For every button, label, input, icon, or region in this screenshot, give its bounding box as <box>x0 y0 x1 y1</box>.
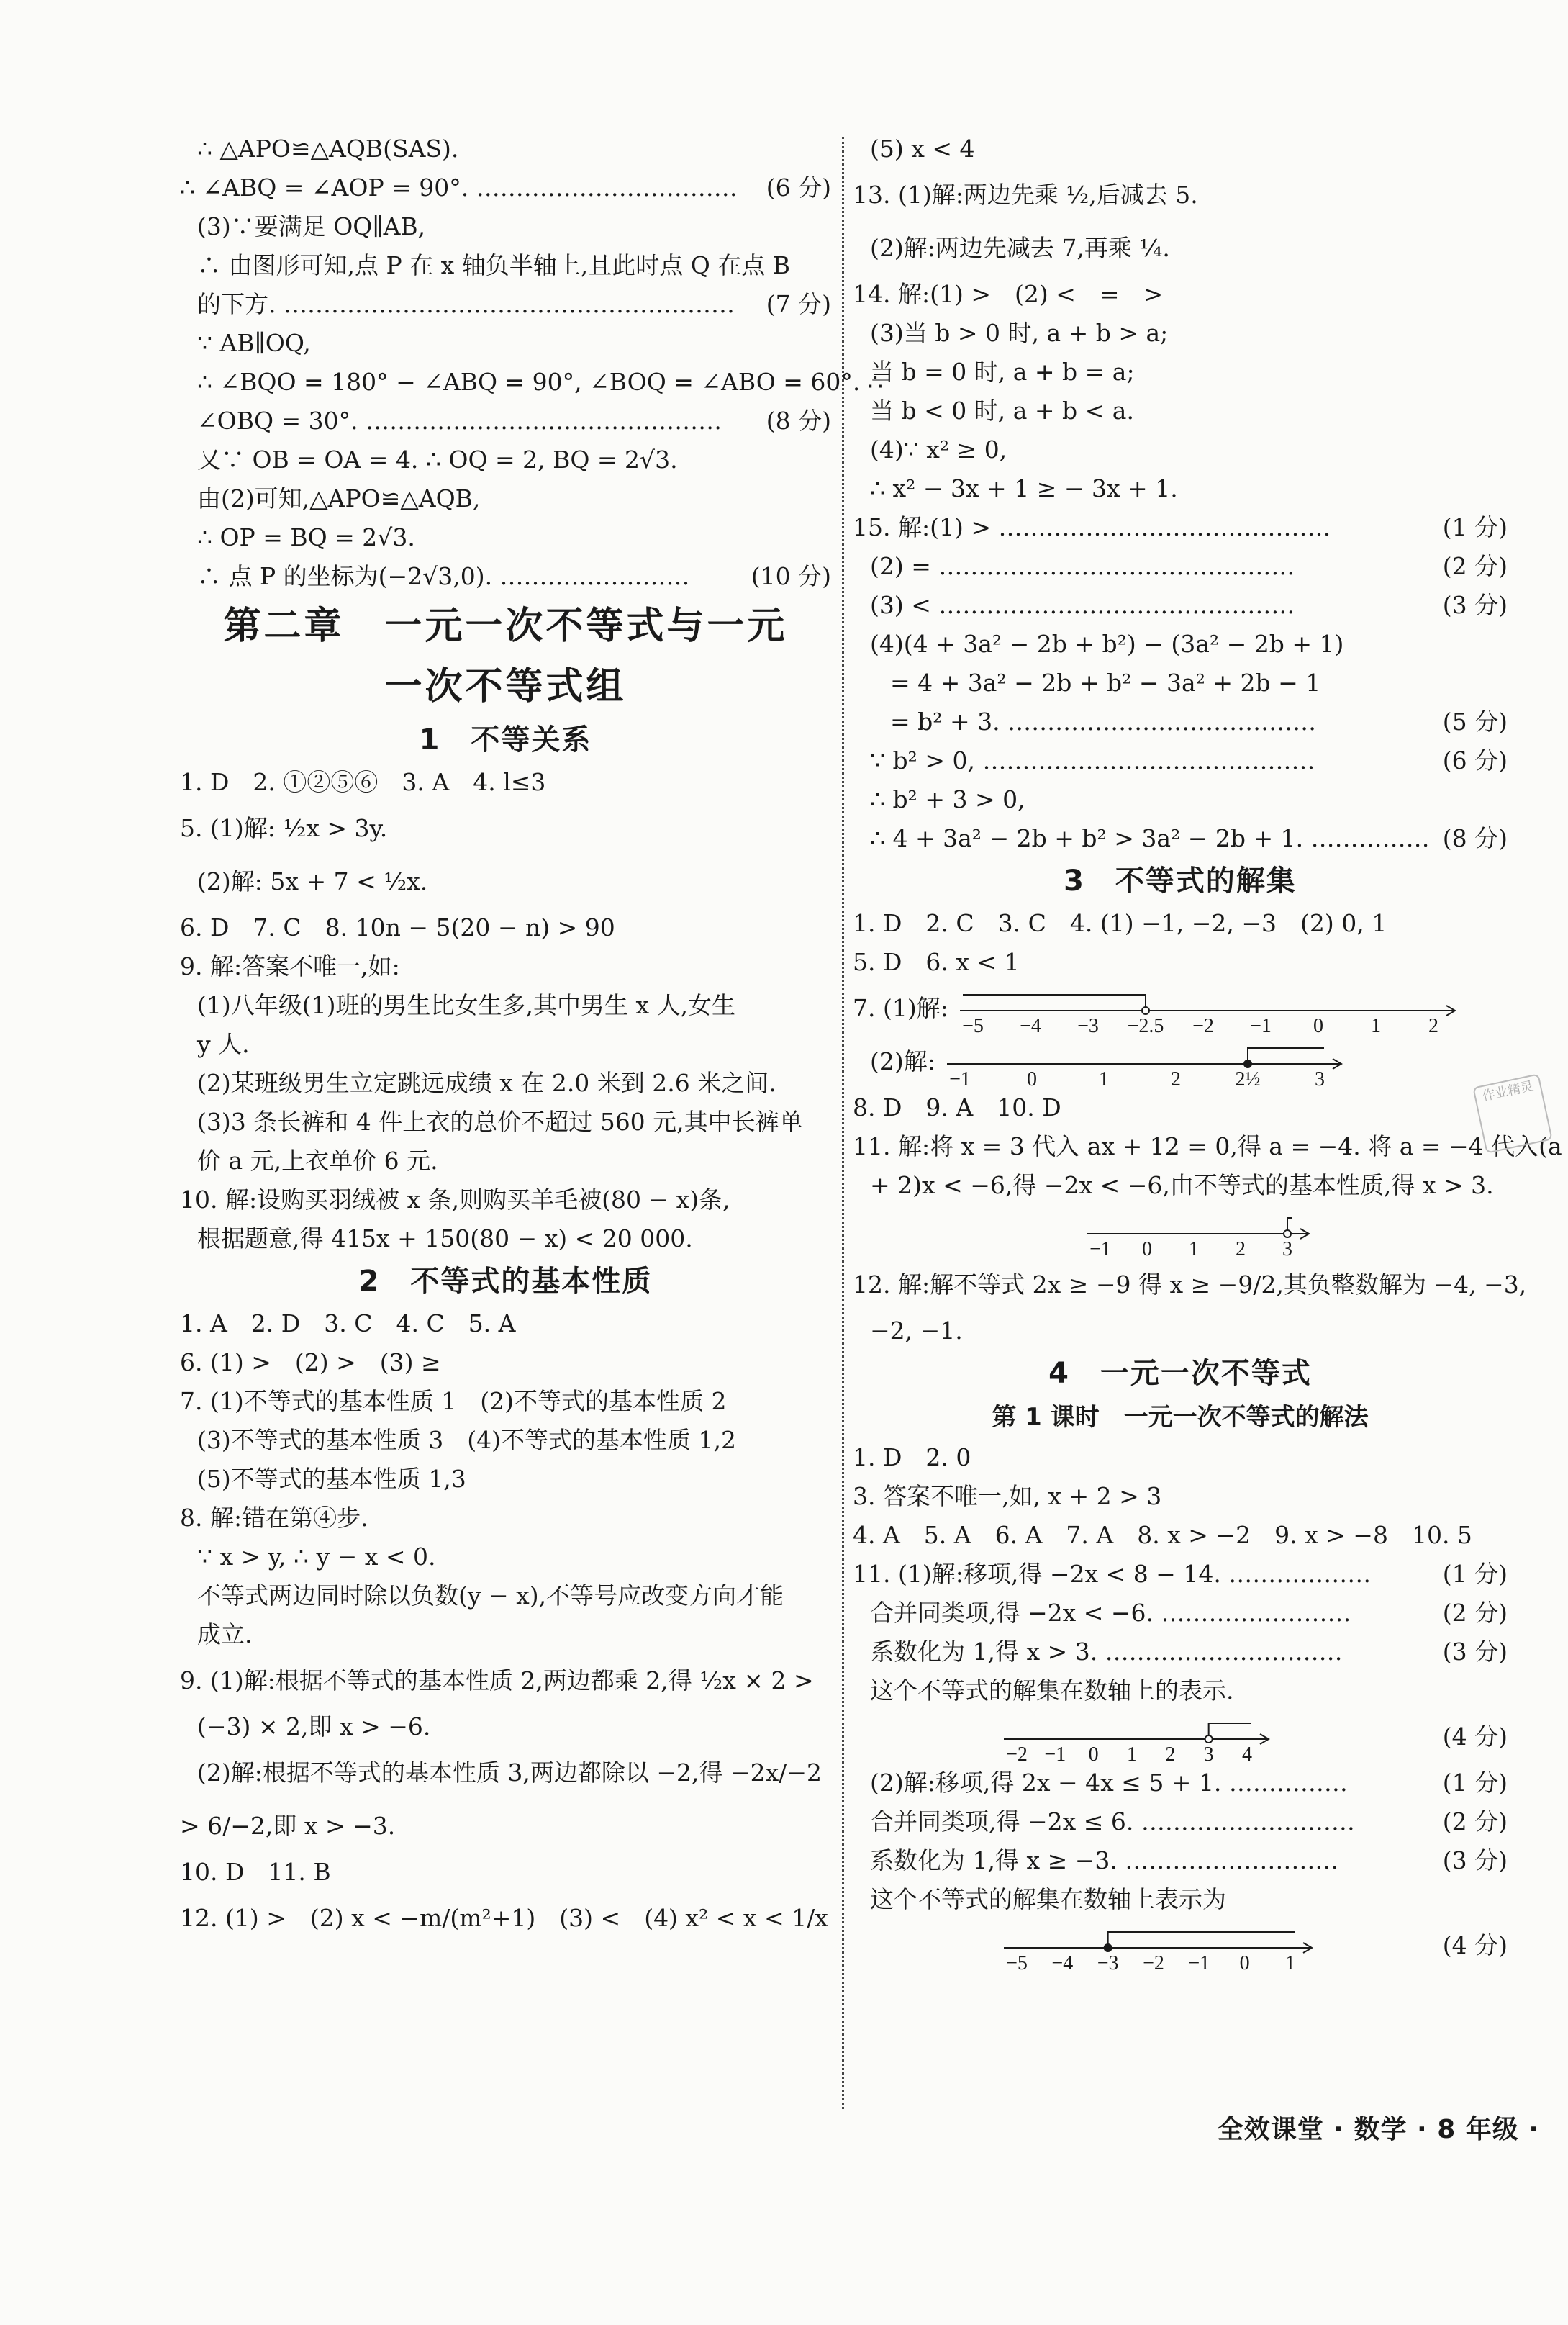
tick-label: 1 <box>1099 1068 1110 1088</box>
answer-text: 由(2)可知,△APO≌△AQB, <box>197 484 481 513</box>
answer-line <box>853 1802 1508 1841</box>
answer-line: 不等式两边同时除以负数(y − x),不等号应改变方向才能 <box>197 1581 784 1610</box>
column-divider <box>842 137 844 2109</box>
answer-line: (2)解: 5x + 7 < ½x. <box>197 867 428 895</box>
answer-text: 15. 解:(1) > …………………………………… <box>853 513 1331 541</box>
answer-line <box>180 168 831 207</box>
score-label: (2 分) <box>1442 1599 1508 1627</box>
answer-line <box>180 363 883 402</box>
answer-line <box>853 1555 1508 1594</box>
answer-line: 8. 解:错在第④步. <box>180 1504 368 1532</box>
tick-label: 0 <box>1027 1068 1038 1088</box>
chapter-title-line2: 一次不等式组 <box>384 665 627 708</box>
answer-line: 1. A 2. D 3. C 4. C 5. A <box>180 1309 516 1337</box>
answer-text: 合并同类项,得 −2x ≤ 6. ……………………… <box>870 1807 1355 1836</box>
score-label: (10 分) <box>751 562 831 590</box>
answer-line: 9. (1)解:根据不等式的基本性质 2,两边都乘 2,得 ½x × 2 > <box>180 1666 814 1694</box>
tick-label: 1 <box>1189 1238 1199 1258</box>
answer-line <box>853 222 1508 275</box>
answer-line <box>853 1919 1508 1972</box>
endpoint-dot <box>1284 1230 1291 1237</box>
answer-line: (5)不等式的基本性质 1,3 <box>197 1465 466 1493</box>
answer-line <box>853 547 1508 586</box>
answer-line: (1)八年级(1)班的男生比女生多,其中男生 x 人,女生 <box>197 991 736 1019</box>
number-line-q11 <box>1083 1208 1313 1258</box>
answer-line <box>853 1633 1508 1671</box>
answer-line <box>853 1880 1508 1919</box>
answer-text: ∴ △APO≌△AQB(SAS). <box>197 135 459 163</box>
answer-text: 11. (1)解:移项,得 −2x < 8 − 14. ……………… <box>853 1560 1372 1588</box>
answer-text: (5) x < 4 <box>870 135 975 163</box>
tick-label: −1 <box>1044 1743 1066 1764</box>
answer-line <box>180 518 831 557</box>
tick-label: −3 <box>1077 1015 1100 1035</box>
answer-text: ∴ ∠BQO = 180° − ∠ABQ = 90°, ∠BOQ = ∠ABO = 60°. ∴ <box>197 368 883 396</box>
section-2-title: 2 不等式的基本性质 <box>358 1265 653 1298</box>
number-line-q7a <box>956 985 1459 1035</box>
endpoint-dot <box>1142 1007 1149 1014</box>
answer-text: 3. 答案不唯一,如, x + 2 > 3 <box>853 1482 1162 1510</box>
answer-line: 10. 解:设购买羽绒被 x 条,则购买羊毛被(80 − x)条, <box>180 1186 730 1214</box>
tick-label: 2½ <box>1235 1068 1261 1088</box>
tick-label: 0 <box>1313 1015 1324 1035</box>
score-label: (4 分) <box>1442 1931 1508 1959</box>
watermark-stamp <box>1472 1073 1552 1153</box>
answer-text: 这个不等式的解集在数轴上表示为 <box>870 1885 1226 1913</box>
answer-line <box>180 441 831 479</box>
tick-label: 3 <box>1203 1743 1214 1764</box>
answer-text: ∴ b² + 3 > 0, <box>870 785 1025 813</box>
tick-label: 2 <box>1236 1238 1246 1258</box>
tick-label: 0 <box>1239 1952 1250 1972</box>
answer-line: > 6/−2,即 x > −3. <box>180 1812 396 1840</box>
q7a-label: 7. (1)解: <box>853 994 948 1022</box>
tick-label: −1 <box>949 1068 971 1088</box>
number-line-nl-q11b <box>1000 1922 1316 1972</box>
answer-text: 系数化为 1,得 x ≥ −3. ……………………… <box>870 1846 1339 1874</box>
tick-label: 3 <box>1282 1238 1292 1258</box>
answer-line: 9. 解:答案不唯一,如: <box>180 952 400 980</box>
answer-line <box>853 314 1508 353</box>
answer-line: 5. D 6. x < 1 <box>853 948 1020 976</box>
answer-text: 这个不等式的解集在数轴上的表示. <box>870 1676 1234 1705</box>
answer-line <box>180 130 831 168</box>
left-column <box>180 130 883 1945</box>
answer-line <box>853 1438 1508 1477</box>
answer-text: ∴ x² − 3x + 1 ≥ − 3x + 1. <box>870 474 1178 502</box>
tick-label: −2 <box>1143 1952 1164 1972</box>
answer-text: 当 b < 0 时, a + b < a. <box>870 397 1134 425</box>
answer-line: 根据题意,得 415x + 150(80 − x) < 20 000. <box>197 1224 693 1252</box>
answer-line <box>853 819 1508 858</box>
section-3-title: 3 不等式的解集 <box>1064 864 1297 898</box>
tick-label: −2.5 <box>1127 1015 1164 1035</box>
tick-label: 1 <box>1285 1952 1295 1972</box>
number-line-q7b <box>943 1038 1346 1088</box>
answer-text: (2)解:移项,得 2x − 4x ≤ 5 + 1. …………… <box>870 1769 1348 1797</box>
chapter-title-line1: 第二章 一元一次不等式与一元 <box>223 605 788 648</box>
answer-line <box>853 625 1508 664</box>
answer-line <box>853 353 1508 392</box>
tick-label: 4 <box>1242 1743 1252 1764</box>
answer-text: (3) < ……………………………………… <box>870 591 1295 619</box>
answer-line: (3)不等式的基本性质 3 (4)不等式的基本性质 1,2 <box>197 1426 736 1454</box>
lesson-1-title: 第 1 课时 一元一次不等式的解法 <box>992 1403 1369 1432</box>
answer-text: ∴ 点 P 的坐标为(−2√3,0). …………………… <box>197 562 690 590</box>
tick-label: 2 <box>1171 1068 1182 1088</box>
answer-line <box>853 703 1508 741</box>
answer-line <box>180 402 831 441</box>
tick-label: 2 <box>1165 1743 1176 1764</box>
answer-text: (3)∵要满足 OQ∥AB, <box>197 212 426 240</box>
answer-line <box>853 130 1508 168</box>
answer-text: 当 b = 0 时, a + b = a; <box>870 358 1135 386</box>
answer-line <box>180 324 831 363</box>
tick-label: 2 <box>1428 1015 1439 1035</box>
tick-label: −4 <box>1020 1015 1042 1035</box>
answer-text: (4)(4 + 3a² − 2b + b²) − (3a² − 2b + 1) <box>870 630 1344 658</box>
answer-line <box>180 285 831 324</box>
score-label: (3 分) <box>1442 591 1508 619</box>
answer-text: = 4 + 3a² − 2b + b² − 3a² + 2b − 1 <box>890 669 1321 697</box>
solution-ray <box>1108 1932 1295 1948</box>
answer-line: + 2)x < −6,得 −2x < −6,由不等式的基本性质,得 x > 3. <box>870 1171 1494 1199</box>
answer-text: 1. D 2. 0 <box>853 1443 971 1471</box>
section-1-title: 1 不等关系 <box>419 723 592 757</box>
page-footer: 全效课堂 · 数学 · 8 年级 · <box>1217 2115 1539 2144</box>
answer-text: ∴ 由图形可知,点 P 在 x 轴负半轴上,且此时点 Q 在点 B <box>197 251 791 279</box>
solution-ray <box>1248 1048 1324 1064</box>
answer-line <box>180 207 831 246</box>
score-label: (3 分) <box>1442 1846 1508 1874</box>
answer-line: 12. 解:解不等式 2x ≥ −9 得 x ≥ −9/2,其负整数解为 −4, −3, <box>853 1270 1527 1299</box>
answer-line: 1. D 2. C 3. C 4. (1) −1, −2, −3 (2) 0, 1 <box>853 909 1387 937</box>
answer-text: 又∵ OB = OA = 4. ∴ OQ = 2, BQ = 2√3. <box>197 446 678 474</box>
answer-line: (3)3 条长裤和 4 件上衣的总价不超过 560 元,其中长裤单 <box>197 1108 803 1136</box>
tick-label: −3 <box>1097 1952 1119 1972</box>
answer-line: 7. (1)不等式的基本性质 1 (2)不等式的基本性质 2 <box>180 1387 727 1415</box>
score-label: (1 分) <box>1442 1560 1508 1588</box>
score-label: (6 分) <box>1442 746 1508 775</box>
solution-ray <box>963 995 1146 1011</box>
answer-text: 14. 解:(1) > (2) < = > <box>853 280 1164 308</box>
section-4-title: 4 一元一次不等式 <box>1048 1357 1312 1390</box>
endpoint-dot <box>1205 1735 1213 1743</box>
answer-line <box>853 664 1508 703</box>
tick-label: 0 <box>1142 1238 1152 1258</box>
score-label: (7 分) <box>766 290 831 318</box>
answer-line <box>853 741 1508 780</box>
answer-line <box>853 275 1508 314</box>
answer-line <box>853 1764 1508 1802</box>
answer-text: ∴ OP = BQ = 2√3. <box>197 523 415 551</box>
answer-line: 6. D 7. C 8. 10n − 5(20 − n) > 90 <box>180 913 615 942</box>
answer-line <box>853 469 1508 508</box>
answer-line: −2, −1. <box>870 1317 963 1345</box>
score-label: (8 分) <box>1442 824 1508 852</box>
answer-line: 6. (1) > (2) > (3) ≥ <box>180 1348 441 1376</box>
answer-line <box>853 1841 1508 1880</box>
endpoint-dot <box>1105 1944 1112 1951</box>
answer-text: ∠OBQ = 30°. ……………………………………… <box>197 407 722 435</box>
tick-label: −1 <box>1188 1952 1210 1972</box>
tick-label: 3 <box>1315 1068 1325 1088</box>
answer-line: 8. D 9. A 10. D <box>853 1093 1061 1121</box>
answer-line <box>853 1671 1508 1710</box>
answer-line <box>853 780 1508 819</box>
answer-line: 10. D 11. B <box>180 1858 331 1886</box>
answer-line: 12. (1) > (2) x < −m/(m²+1) (3) < (4) x² < x < 1/x <box>180 1904 828 1932</box>
score-label: (1 分) <box>1442 513 1508 541</box>
score-label: (2 分) <box>1442 1807 1508 1836</box>
answer-text: ∴ ∠ABQ = ∠AOP = 90°. …………………………… <box>180 173 738 202</box>
endpoint-dot <box>1244 1060 1251 1067</box>
answer-line <box>853 1477 1508 1516</box>
answer-text: ∵ AB∥OQ, <box>197 329 311 357</box>
right-column <box>853 130 1562 1972</box>
number-line-q11-row <box>853 1205 1508 1258</box>
answer-text: 13. (1)解:两边先乘 ½,后减去 5. <box>853 181 1198 209</box>
score-label: (6 分) <box>766 173 831 202</box>
answer-text: 合并同类项,得 −2x < −6. …………………… <box>870 1599 1351 1627</box>
score-label: (2 分) <box>1442 552 1508 580</box>
tick-label: −1 <box>1089 1238 1111 1258</box>
tick-label: 1 <box>1127 1743 1137 1764</box>
answer-text: 系数化为 1,得 x > 3. ………………………… <box>870 1638 1343 1666</box>
q7b-label: (2)解: <box>870 1047 935 1075</box>
answer-text: ∴ 4 + 3a² − 2b + b² > 3a² − 2b + 1. …………… <box>870 824 1430 852</box>
tick-label: 1 <box>1371 1015 1382 1035</box>
answer-text: (2)解:两边先减去 7,再乘 ¼. <box>870 234 1170 262</box>
answer-line: y 人. <box>197 1030 250 1058</box>
score-label: (4 分) <box>1442 1723 1508 1751</box>
answer-line-q7b <box>853 1035 1508 1088</box>
tick-label: −2 <box>1006 1743 1028 1764</box>
answer-line <box>853 508 1508 547</box>
score-label: (1 分) <box>1442 1769 1508 1797</box>
tick-label: −4 <box>1051 1952 1074 1972</box>
answer-line <box>853 392 1508 430</box>
answer-line <box>853 430 1508 469</box>
tick-label: −5 <box>962 1015 984 1035</box>
tick-label: −5 <box>1006 1952 1028 1972</box>
answer-line <box>853 586 1508 625</box>
answer-text: (3)当 b > 0 时, a + b > a; <box>870 319 1169 347</box>
tick-label: 0 <box>1088 1743 1099 1764</box>
answer-line-q7a <box>853 982 1508 1035</box>
number-line-nl-q11a <box>1000 1713 1273 1764</box>
answer-line: 11. 解:将 x = 3 代入 ax + 12 = 0,得 a = −4. 将 a = −4 代入(a <box>853 1132 1562 1160</box>
answer-line <box>180 479 831 518</box>
answer-text: 的下方. ………………………………………………… <box>197 290 735 318</box>
answer-line: (2)某班级男生立定跳远成绩 x 在 2.0 米到 2.6 米之间. <box>197 1069 776 1097</box>
tick-label: −1 <box>1250 1015 1272 1035</box>
answer-line: (−3) × 2,即 x > −6. <box>197 1712 431 1741</box>
answer-text: = b² + 3. ………………………………… <box>890 708 1317 736</box>
solution-ray <box>1209 1723 1251 1739</box>
answer-line <box>853 1594 1508 1633</box>
answer-line: 成立. <box>197 1620 253 1648</box>
answer-text: 4. A 5. A 6. A 7. A 8. x > −2 9. x > −8 10. 5 <box>853 1521 1472 1549</box>
answer-text: ∵ b² > 0, …………………………………… <box>870 746 1315 775</box>
answer-line <box>853 1710 1508 1764</box>
answer-line: 1. D 2. ①②⑤⑥ 3. A 4. l≤3 <box>180 768 546 796</box>
answer-line: (2)解:根据不等式的基本性质 3,两边都除以 −2,得 −2x/−2 <box>197 1759 822 1787</box>
answer-line: 5. (1)解: ½x > 3y. <box>180 814 388 842</box>
answer-line <box>853 1516 1508 1555</box>
answer-line <box>853 168 1508 222</box>
answer-line: ∵ x > y, ∴ y − x < 0. <box>197 1543 436 1571</box>
stamp-text: 作业精灵 <box>1481 1078 1535 1104</box>
answer-line <box>180 557 831 596</box>
answer-line <box>180 246 831 285</box>
score-label: (3 分) <box>1442 1638 1508 1666</box>
score-label: (8 分) <box>766 407 831 435</box>
score-label: (5 分) <box>1442 708 1508 736</box>
answer-text: (4)∵ x² ≥ 0, <box>870 435 1007 464</box>
tick-label: −2 <box>1192 1015 1215 1035</box>
answer-line: 价 a 元,上衣单价 6 元. <box>197 1147 438 1175</box>
answer-text: (2) = ……………………………………… <box>870 552 1295 580</box>
